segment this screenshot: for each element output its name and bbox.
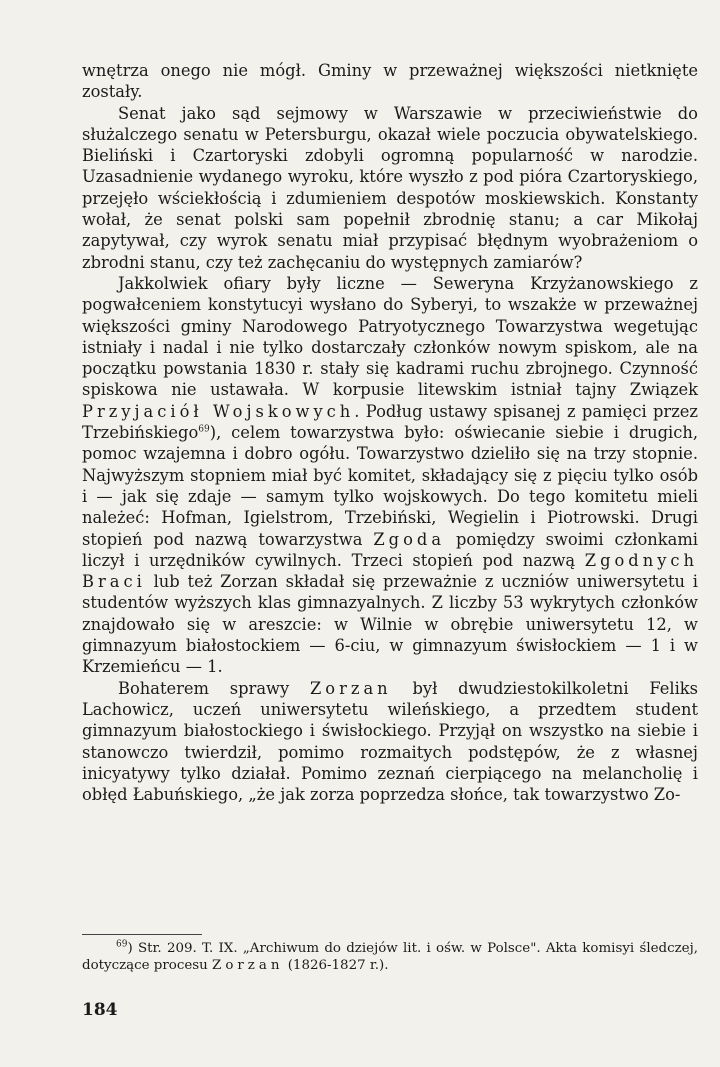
spaced-term-przyjaciol-wojskowych: Przyjaciół Wojskowych bbox=[82, 401, 355, 421]
footnote bbox=[82, 940, 698, 974]
paragraph-4-part-a: Bohaterem sprawy bbox=[118, 678, 310, 698]
footnote-reference: 69 bbox=[198, 424, 210, 435]
footnote-part-a: ) Str. 209. T. IX. „Archiwum do dziejów lit. i ośw. w Polsce". Akta komisyi śledczej, dotyczące procesu bbox=[82, 941, 698, 973]
footnote-marker: 69 bbox=[116, 939, 128, 950]
paragraph-3-part-e: lub też Zorzan składał się przeważnie z uczniów uniwersytetu i studentów wyższych klas gimnazyalnych. Z liczby 53 wykrytych członków znajdowało się w areszcie: w Wilnie w obrębie uniwersytetu 12, w gimnazyum białostockiem — 6-ciu, w gimnazyum świsłockiem — 1 i w Krzemieńcu — 1. bbox=[82, 572, 698, 677]
footnote-text bbox=[82, 940, 698, 974]
spaced-term-zorzan: Zorzan bbox=[309, 678, 392, 698]
footnote-divider bbox=[82, 934, 202, 935]
paragraph-3-part-b: . Podług ustawy spisanej z pamięci przez Trzebińskiego bbox=[82, 401, 698, 443]
footnote-spaced-zorzan: Zorzan bbox=[212, 958, 284, 973]
page-number: 184 bbox=[82, 1000, 118, 1020]
paragraph-4-part-b: był dwudziestokilkoletni Feliks Lachowicz, uczeń uniwersytetu wileńskiego, a przedtem student gimnazyum białostockiego i świsłockiego. Przyjął on wszystko na siebie i stanowczo twierdził, pomimo rozmaitych podstępów, że z własnej inicyatywy tylko działał. Pomimo zeznań cierpiącego na melancholię i obłęd Łabuńskiego, „że jak zorza poprzedza słońce, tak towarzystwo Zo- bbox=[82, 678, 699, 805]
spaced-term-zgodnych-braci: Zgodnych Braci bbox=[82, 550, 698, 592]
paragraph-3 bbox=[82, 273, 698, 678]
page-body bbox=[82, 60, 698, 805]
paragraph-3-part-a: Jakkolwiek ofiary były liczne — Seweryna Krzyżanowskiego z pogwałceniem konstytucyi wysłano do Syberyi, to wszakże w przeważnej większości gminy Narodowego Patryotycznego Towarzystwa wegetując istniały i nadal i nie tylko dostarczały członków nowym spiskom, ale na początku powstania 1830 r. stały się kadrami ruchu zbrojnego. Czynność spiskowa nie ustawała. W korpusie litewskim istniał tajny Związek bbox=[82, 273, 698, 400]
paragraph-3-part-c: ), celem towarzystwa było: oświecanie siebie i drugich, pomoc wzajemna i dobro ogółu. Towarzystwo dzieliło się na trzy stopnie. Najwyższym stopniem miał być komitet, składający się z pięciu tylko osób i — jak się zdaje — samym tylko wojskowych. Do tego komitetu mieli należeć: Hofman, Igielstrom, Trzebiński, Wegielin i Piotrowski. Drugi stopień pod nazwą towarzystwa bbox=[82, 423, 698, 549]
paragraph-4 bbox=[82, 678, 698, 806]
main-text bbox=[82, 60, 698, 805]
paragraph-1: wnętrza onego nie mógł. Gminy w przeważnej większości nietknięte zostały. bbox=[82, 61, 698, 102]
paragraph-2: Senat jako sąd sejmowy w Warszawie w przeciwieństwie do służalczego senatu w Petersburgu, okazał wiele poczucia obywatelskiego. Bieliński i Czartoryski zdobyli ogromną popularność w narodzie. Uzasadnienie wydanego wyroku, które wyszło z pod pióra Czartoryskiego, przejęło wściekłością i zdumieniem despotów moskiewskich. Konstanty wołał, że senat polski sam popełnił zbrodnię stanu; a car Mikołaj zapytywał, czy wyrok senatu miał przypisać błędnym wyobrażeniom o zbrodni stanu, czy też zachęcaniu do występnych zamiarów? bbox=[82, 103, 698, 272]
paragraph-3-part-d: pomiędzy swoimi członkami liczył i urzędników cywilnych. Trzeci stopień pod nazwą bbox=[82, 529, 698, 570]
footnote-part-b: (1826-1827 r.). bbox=[283, 958, 389, 973]
spaced-term-zgoda: Zgoda bbox=[373, 529, 446, 549]
